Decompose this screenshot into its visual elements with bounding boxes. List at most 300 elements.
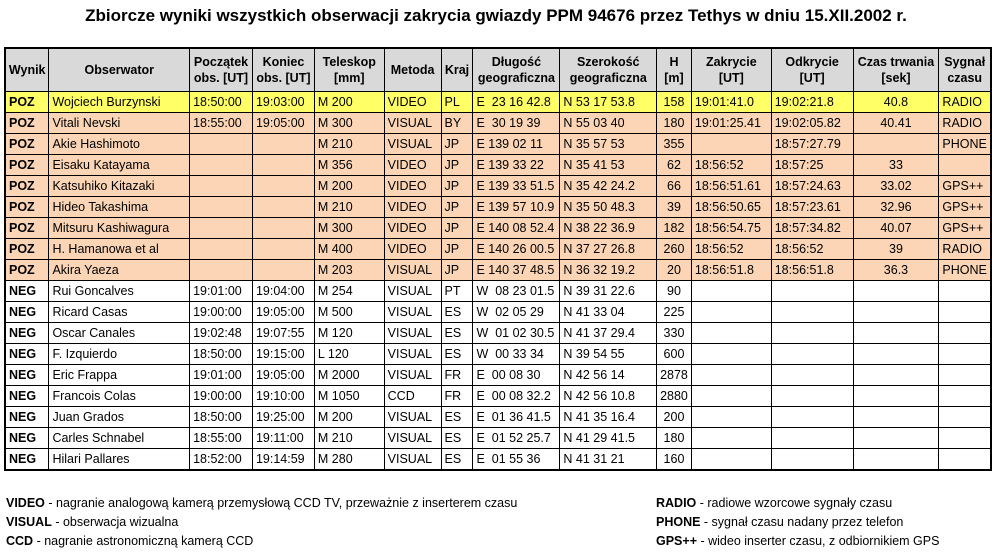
cell-time-signal: RADIO — [939, 113, 991, 134]
cell-telescope: M 300 — [314, 113, 384, 134]
cell-end: 19:15:00 — [252, 344, 314, 365]
legend-key: RADIO — [656, 496, 697, 510]
cell-country: JP — [441, 218, 473, 239]
cell-end: 19:03:00 — [252, 92, 314, 113]
cell-longitude: E 23 16 42.8 — [473, 92, 560, 113]
cell-telescope: M 210 — [314, 134, 384, 155]
cell-latitude: N 41 29 41.5 — [560, 428, 657, 449]
cell-end — [252, 197, 314, 218]
cell-telescope: M 120 — [314, 323, 384, 344]
column-header-observer: Obserwator — [49, 48, 190, 92]
cell-method: VISUAL — [384, 134, 441, 155]
cell-height: 2880 — [657, 386, 692, 407]
cell-telescope: M 400 — [314, 239, 384, 260]
cell-height: 200 — [657, 407, 692, 428]
cell-duration — [853, 407, 939, 428]
cell-height: 20 — [657, 260, 692, 281]
cell-reappearance — [771, 323, 853, 344]
cell-observer: Hilari Pallares — [49, 449, 190, 471]
cell-longitude: W 02 05 29 — [473, 302, 560, 323]
cell-observer: Katsuhiko Kitazaki — [49, 176, 190, 197]
cell-method: VIDEO — [384, 197, 441, 218]
column-header-duration: Czas trwania [sek] — [853, 48, 939, 92]
cell-telescope: M 203 — [314, 260, 384, 281]
table-row — [5, 365, 991, 386]
cell-duration: 40.8 — [853, 92, 939, 113]
cell-duration: 40.41 — [853, 113, 939, 134]
cell-start — [190, 260, 253, 281]
cell-result: NEG — [5, 281, 49, 302]
cell-result: NEG — [5, 428, 49, 449]
cell-height: 2878 — [657, 365, 692, 386]
cell-result: POZ — [5, 218, 49, 239]
cell-duration: 33.02 — [853, 176, 939, 197]
cell-country: ES — [441, 428, 473, 449]
cell-reappearance: 18:57:24.63 — [771, 176, 853, 197]
cell-time-signal — [939, 344, 991, 365]
cell-height: 180 — [657, 428, 692, 449]
table-row — [5, 197, 991, 218]
cell-reappearance: 18:57:34.82 — [771, 218, 853, 239]
cell-latitude: N 53 17 53.8 — [560, 92, 657, 113]
cell-disappearance — [691, 134, 771, 155]
table-row — [5, 281, 991, 302]
cell-start: 18:50:00 — [190, 92, 253, 113]
cell-start: 19:00:00 — [190, 302, 253, 323]
observations-table — [4, 47, 992, 471]
cell-longitude: E 140 08 52.4 — [473, 218, 560, 239]
cell-start: 19:01:00 — [190, 365, 253, 386]
cell-start — [190, 197, 253, 218]
cell-method: VISUAL — [384, 344, 441, 365]
cell-start: 19:02:48 — [190, 323, 253, 344]
cell-reappearance — [771, 386, 853, 407]
cell-country: PT — [441, 281, 473, 302]
legend-key: VISUAL — [6, 515, 52, 529]
cell-country: JP — [441, 176, 473, 197]
cell-end: 19:11:00 — [252, 428, 314, 449]
cell-result: POZ — [5, 239, 49, 260]
cell-method: VISUAL — [384, 428, 441, 449]
column-header-result: Wynik — [5, 48, 49, 92]
cell-duration — [853, 344, 939, 365]
cell-observer: Ricard Casas — [49, 302, 190, 323]
cell-disappearance — [691, 281, 771, 302]
cell-disappearance — [691, 407, 771, 428]
cell-disappearance: 18:56:51.8 — [691, 260, 771, 281]
cell-height: 62 — [657, 155, 692, 176]
page-title: Zbiorcze wyniki wszystkich obserwacji zakrycia gwiazdy PPM 94676 przez Tethys w dniu 15.XII.2002 r. — [85, 6, 907, 25]
cell-reappearance: 19:02:05.82 — [771, 113, 853, 134]
cell-result: NEG — [5, 449, 49, 471]
table-row — [5, 428, 991, 449]
cell-observer: F. Izquierdo — [49, 344, 190, 365]
legend-item — [6, 494, 517, 513]
legend-text: - nagranie astronomiczną kamerą CCD — [33, 534, 254, 548]
cell-telescope: M 500 — [314, 302, 384, 323]
cell-time-signal — [939, 386, 991, 407]
cell-reappearance: 18:57:25 — [771, 155, 853, 176]
cell-telescope: M 356 — [314, 155, 384, 176]
cell-method: VIDEO — [384, 218, 441, 239]
cell-result: POZ — [5, 155, 49, 176]
cell-latitude: N 36 32 19.2 — [560, 260, 657, 281]
cell-telescope: M 210 — [314, 428, 384, 449]
cell-latitude: N 35 57 53 — [560, 134, 657, 155]
cell-country: JP — [441, 134, 473, 155]
cell-duration — [853, 323, 939, 344]
cell-end: 19:05:00 — [252, 113, 314, 134]
cell-time-signal: GPS++ — [939, 218, 991, 239]
cell-start — [190, 155, 253, 176]
cell-country: JP — [441, 260, 473, 281]
cell-latitude: N 42 56 10.8 — [560, 386, 657, 407]
table-row — [5, 449, 991, 471]
cell-result: NEG — [5, 365, 49, 386]
legend-key: PHONE — [656, 515, 701, 529]
legend-methods — [6, 494, 517, 551]
cell-reappearance: 18:56:51.8 — [771, 260, 853, 281]
cell-height: 160 — [657, 449, 692, 471]
cell-longitude: E 139 33 22 — [473, 155, 560, 176]
cell-telescope: M 1050 — [314, 386, 384, 407]
cell-observer: Francois Colas — [49, 386, 190, 407]
cell-latitude: N 38 22 36.9 — [560, 218, 657, 239]
cell-method: VISUAL — [384, 365, 441, 386]
cell-telescope: M 300 — [314, 218, 384, 239]
cell-disappearance — [691, 302, 771, 323]
cell-observer: Carles Schnabel — [49, 428, 190, 449]
cell-end — [252, 218, 314, 239]
cell-method: VISUAL — [384, 449, 441, 471]
cell-height: 158 — [657, 92, 692, 113]
cell-time-signal — [939, 155, 991, 176]
table-row — [5, 155, 991, 176]
header-row — [5, 48, 991, 92]
cell-height: 66 — [657, 176, 692, 197]
column-header-end: Koniec obs. [UT] — [252, 48, 314, 92]
cell-country: ES — [441, 323, 473, 344]
cell-duration — [853, 134, 939, 155]
cell-height: 260 — [657, 239, 692, 260]
cell-telescope: M 200 — [314, 407, 384, 428]
column-header-height: H [m] — [657, 48, 692, 92]
cell-disappearance: 18:56:51.61 — [691, 176, 771, 197]
cell-observer: Akira Yaeza — [49, 260, 190, 281]
cell-longitude: E 140 26 00.5 — [473, 239, 560, 260]
cell-disappearance: 18:56:52 — [691, 155, 771, 176]
table-row — [5, 113, 991, 134]
column-header-time-signal: Sygnał czasu — [939, 48, 991, 92]
column-header-start: Początek obs. [UT] — [190, 48, 253, 92]
cell-reappearance: 18:56:52 — [771, 239, 853, 260]
cell-reappearance: 19:02:21.8 — [771, 92, 853, 113]
cell-time-signal — [939, 323, 991, 344]
cell-height: 330 — [657, 323, 692, 344]
cell-duration — [853, 302, 939, 323]
cell-country: JP — [441, 197, 473, 218]
cell-country: FR — [441, 386, 473, 407]
cell-disappearance — [691, 449, 771, 471]
cell-height: 39 — [657, 197, 692, 218]
cell-disappearance: 18:56:50.65 — [691, 197, 771, 218]
cell-end — [252, 155, 314, 176]
cell-method: CCD — [384, 386, 441, 407]
cell-disappearance: 19:01:25.41 — [691, 113, 771, 134]
cell-time-signal — [939, 281, 991, 302]
cell-observer: Vitali Nevski — [49, 113, 190, 134]
cell-country: ES — [441, 449, 473, 471]
cell-start: 18:55:00 — [190, 113, 253, 134]
cell-observer: Mitsuru Kashiwagura — [49, 218, 190, 239]
cell-longitude: E 00 08 32.2 — [473, 386, 560, 407]
cell-latitude: N 41 33 04 — [560, 302, 657, 323]
cell-end — [252, 134, 314, 155]
legend-item — [6, 513, 517, 532]
cell-latitude: N 41 35 16.4 — [560, 407, 657, 428]
cell-result: POZ — [5, 260, 49, 281]
table-row — [5, 386, 991, 407]
cell-longitude: W 01 02 30.5 — [473, 323, 560, 344]
legend-item — [656, 532, 939, 551]
legend-item — [6, 532, 517, 551]
cell-telescope: M 254 — [314, 281, 384, 302]
column-header-reappearance: Odkrycie [UT] — [771, 48, 853, 92]
cell-result: POZ — [5, 176, 49, 197]
cell-method: VISUAL — [384, 281, 441, 302]
column-header-latitude: Szerokość geograficzna — [560, 48, 657, 92]
cell-reappearance — [771, 407, 853, 428]
cell-longitude: E 139 02 11 — [473, 134, 560, 155]
cell-height: 225 — [657, 302, 692, 323]
cell-result: NEG — [5, 386, 49, 407]
cell-longitude: E 01 36 41.5 — [473, 407, 560, 428]
cell-height: 600 — [657, 344, 692, 365]
cell-result: POZ — [5, 197, 49, 218]
cell-longitude: E 01 55 36 — [473, 449, 560, 471]
cell-latitude: N 55 03 40 — [560, 113, 657, 134]
cell-observer: Oscar Canales — [49, 323, 190, 344]
table-row — [5, 302, 991, 323]
legend-key: GPS++ — [656, 534, 697, 548]
cell-country: JP — [441, 239, 473, 260]
cell-start: 18:52:00 — [190, 449, 253, 471]
cell-start: 19:01:00 — [190, 281, 253, 302]
cell-longitude: E 01 52 25.7 — [473, 428, 560, 449]
cell-country: JP — [441, 155, 473, 176]
cell-start: 18:55:00 — [190, 428, 253, 449]
cell-disappearance: 18:56:54.75 — [691, 218, 771, 239]
cell-end: 19:05:00 — [252, 302, 314, 323]
table-row — [5, 323, 991, 344]
cell-reappearance — [771, 281, 853, 302]
cell-height: 355 — [657, 134, 692, 155]
legend-text: - radiowe wzorcowe sygnały czasu — [696, 496, 893, 510]
cell-duration — [853, 281, 939, 302]
cell-longitude: W 00 33 34 — [473, 344, 560, 365]
cell-reappearance — [771, 344, 853, 365]
table-row — [5, 176, 991, 197]
legend-text: - wideo inserter czasu, z odbiornikiem GPS — [697, 534, 940, 548]
cell-end: 19:14:59 — [252, 449, 314, 471]
cell-time-signal: PHONE — [939, 260, 991, 281]
cell-telescope: L 120 — [314, 344, 384, 365]
cell-start — [190, 239, 253, 260]
cell-time-signal — [939, 449, 991, 471]
cell-time-signal: GPS++ — [939, 197, 991, 218]
cell-latitude: N 37 27 26.8 — [560, 239, 657, 260]
cell-end: 19:04:00 — [252, 281, 314, 302]
cell-duration: 33 — [853, 155, 939, 176]
cell-start — [190, 176, 253, 197]
cell-time-signal — [939, 428, 991, 449]
cell-result: NEG — [5, 323, 49, 344]
cell-telescope: M 210 — [314, 197, 384, 218]
cell-reappearance: 18:57:27.79 — [771, 134, 853, 155]
cell-reappearance — [771, 302, 853, 323]
cell-latitude: N 41 37 29.4 — [560, 323, 657, 344]
cell-observer: H. Hamanowa et al — [49, 239, 190, 260]
column-header-country: Kraj — [441, 48, 473, 92]
cell-time-signal — [939, 365, 991, 386]
column-header-telescope: Teleskop [mm] — [314, 48, 384, 92]
cell-result: POZ — [5, 92, 49, 113]
cell-disappearance — [691, 344, 771, 365]
cell-observer: Eric Frappa — [49, 365, 190, 386]
cell-method: VIDEO — [384, 176, 441, 197]
cell-result: NEG — [5, 302, 49, 323]
table-row — [5, 134, 991, 155]
cell-reappearance — [771, 428, 853, 449]
legend-key: VIDEO — [6, 496, 45, 510]
cell-end: 19:10:00 — [252, 386, 314, 407]
cell-time-signal — [939, 302, 991, 323]
cell-method: VIDEO — [384, 239, 441, 260]
cell-country: ES — [441, 302, 473, 323]
cell-disappearance — [691, 365, 771, 386]
cell-telescope: M 200 — [314, 92, 384, 113]
column-header-method: Metoda — [384, 48, 441, 92]
cell-end — [252, 260, 314, 281]
cell-method: VIDEO — [384, 155, 441, 176]
cell-telescope: M 2000 — [314, 365, 384, 386]
cell-latitude: N 39 54 55 — [560, 344, 657, 365]
cell-method: VISUAL — [384, 260, 441, 281]
cell-duration — [853, 428, 939, 449]
table-row — [5, 92, 991, 113]
cell-start — [190, 218, 253, 239]
cell-start: 18:50:00 — [190, 407, 253, 428]
cell-time-signal: PHONE — [939, 134, 991, 155]
legend-item — [656, 494, 939, 513]
cell-height: 90 — [657, 281, 692, 302]
legend-key: CCD — [6, 534, 34, 548]
cell-end: 19:25:00 — [252, 407, 314, 428]
cell-disappearance: 18:56:52 — [691, 239, 771, 260]
table-row — [5, 239, 991, 260]
cell-method: VISUAL — [384, 113, 441, 134]
cell-reappearance: 18:57:23.61 — [771, 197, 853, 218]
cell-start: 18:50:00 — [190, 344, 253, 365]
cell-country: BY — [441, 113, 473, 134]
cell-end — [252, 176, 314, 197]
cell-time-signal: RADIO — [939, 92, 991, 113]
cell-duration: 40.07 — [853, 218, 939, 239]
cell-latitude: N 35 41 53 — [560, 155, 657, 176]
column-header-longitude: Długość geograficzna — [473, 48, 560, 92]
cell-latitude: N 39 31 22.6 — [560, 281, 657, 302]
cell-height: 180 — [657, 113, 692, 134]
cell-disappearance — [691, 323, 771, 344]
cell-longitude: E 139 57 10.9 — [473, 197, 560, 218]
cell-duration — [853, 365, 939, 386]
legend-text: - sygnał czasu nadany przez telefon — [700, 515, 904, 529]
cell-result: NEG — [5, 344, 49, 365]
cell-end: 19:07:55 — [252, 323, 314, 344]
cell-end: 19:05:00 — [252, 365, 314, 386]
cell-duration: 32.96 — [853, 197, 939, 218]
cell-telescope: M 280 — [314, 449, 384, 471]
legend-item — [656, 513, 939, 532]
cell-disappearance: 19:01:41.0 — [691, 92, 771, 113]
cell-method: VISUAL — [384, 302, 441, 323]
cell-latitude: N 42 56 14 — [560, 365, 657, 386]
cell-country: ES — [441, 344, 473, 365]
cell-latitude: N 35 42 24.2 — [560, 176, 657, 197]
cell-time-signal: GPS++ — [939, 176, 991, 197]
cell-duration — [853, 449, 939, 471]
cell-method: VISUAL — [384, 407, 441, 428]
cell-longitude: E 00 08 30 — [473, 365, 560, 386]
legend-text: - obserwacja wizualna — [51, 515, 179, 529]
cell-latitude: N 35 50 48.3 — [560, 197, 657, 218]
cell-time-signal — [939, 407, 991, 428]
cell-country: PL — [441, 92, 473, 113]
cell-disappearance — [691, 428, 771, 449]
cell-telescope: M 200 — [314, 176, 384, 197]
cell-start: 19:00:00 — [190, 386, 253, 407]
cell-time-signal: RADIO — [939, 239, 991, 260]
cell-result: POZ — [5, 113, 49, 134]
cell-longitude: E 30 19 39 — [473, 113, 560, 134]
cell-longitude: E 140 37 48.5 — [473, 260, 560, 281]
table-row — [5, 344, 991, 365]
cell-country: FR — [441, 365, 473, 386]
cell-duration: 39 — [853, 239, 939, 260]
cell-longitude: E 139 33 51.5 — [473, 176, 560, 197]
legend-text: - nagranie analogową kamerą przemysłową CCD TV, przeważnie z inserterem czasu — [44, 496, 518, 510]
cell-observer: Eisaku Katayama — [49, 155, 190, 176]
cell-reappearance — [771, 365, 853, 386]
cell-duration — [853, 386, 939, 407]
cell-observer: Wojciech Burzynski — [49, 92, 190, 113]
cell-method: VISUAL — [384, 323, 441, 344]
cell-latitude: N 41 31 21 — [560, 449, 657, 471]
cell-reappearance — [771, 449, 853, 471]
cell-observer: Hideo Takashima — [49, 197, 190, 218]
cell-observer: Akie Hashimoto — [49, 134, 190, 155]
cell-height: 182 — [657, 218, 692, 239]
table-row — [5, 260, 991, 281]
cell-end — [252, 239, 314, 260]
column-header-disappearance: Zakrycie [UT] — [691, 48, 771, 92]
table-row — [5, 218, 991, 239]
cell-method: VIDEO — [384, 92, 441, 113]
cell-observer: Rui Goncalves — [49, 281, 190, 302]
cell-observer: Juan Grados — [49, 407, 190, 428]
cell-duration: 36.3 — [853, 260, 939, 281]
cell-result: NEG — [5, 407, 49, 428]
